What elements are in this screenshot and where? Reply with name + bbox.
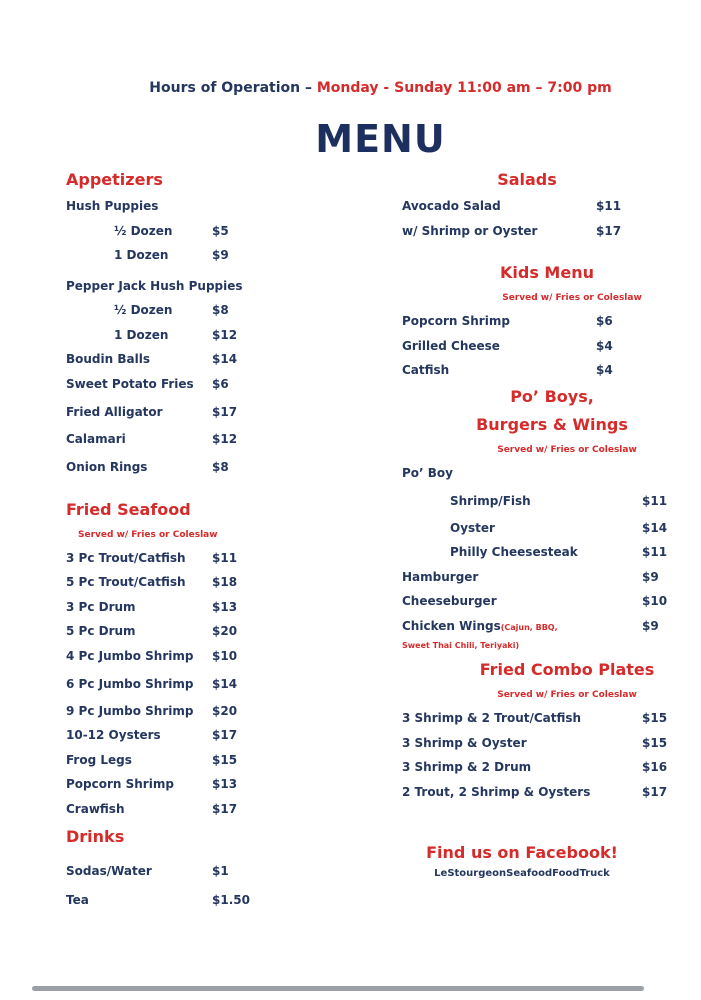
poboys-heading-line1: Po’ Boys,: [510, 386, 594, 406]
menu-item: Popcorn Shrimp $13: [66, 777, 238, 791]
kids-menu-note: Served w/ Fries or Coleslaw: [502, 293, 642, 303]
menu-item: Hamburger $9: [402, 569, 659, 584]
appetizers-heading: Appetizers: [66, 170, 163, 189]
menu-item: Tea $1.50: [66, 892, 250, 907]
poboys-note: Served w/ Fries or Coleslaw: [497, 444, 637, 455]
menu-item: ½ Dozen $8: [114, 303, 229, 317]
menu-item: Philly Cheesesteak $11: [450, 545, 668, 559]
facebook-handle: LeStourgeonSeafoodFoodTruck: [434, 868, 610, 879]
right-column: [402, 166, 682, 879]
menu-item: 3 Shrimp & 2 Trout/Catfish $15: [402, 711, 668, 725]
drinks-heading: Drinks: [66, 827, 125, 846]
poboys-heading-line2: Burgers & Wings: [476, 414, 628, 434]
fried-seafood-heading: Fried Seafood: [66, 499, 191, 519]
page-title: MENU: [315, 117, 446, 161]
menu-item: 3 Shrimp & 2 Drum $16: [402, 760, 668, 774]
menu-item: Hush Puppies: [66, 199, 159, 213]
menu-item: Sweet Potato Fries $6: [66, 376, 229, 391]
menu-item: Cheeseburger $10: [402, 594, 668, 608]
menu-item: 3 Pc Drum $13: [66, 599, 238, 614]
menu-item: Onion Rings $8: [66, 460, 229, 474]
fried-seafood-note: Served w/ Fries or Coleslaw: [78, 529, 218, 540]
menu-item: 3 Shrimp & Oyster $15: [402, 735, 668, 750]
hours-value: Monday - Sunday 11:00 am – 7:00 pm: [316, 80, 612, 96]
menu-item: Grilled Cheese $4: [402, 338, 613, 353]
left-column: [66, 166, 336, 912]
menu-item: 4 Pc Jumbo Shrimp $10: [66, 648, 238, 663]
menu-item: Boudin Balls $14: [66, 352, 238, 366]
menu-item: 5 Pc Trout/Catfish $18: [66, 575, 238, 589]
menu-item: ½ Dozen $5: [114, 223, 229, 238]
menu-item: 2 Trout, 2 Shrimp & Oysters $17: [402, 784, 668, 799]
menu-item: Fried Alligator $17: [66, 405, 238, 419]
menu-item: Shrimp/Fish $11: [450, 494, 668, 508]
menu-item: Frog Legs $15: [66, 752, 238, 767]
kids-menu-heading: Kids Menu: [500, 263, 594, 282]
combo-heading: Fried Combo Plates: [479, 660, 655, 679]
hours-label: Hours of Operation –: [149, 80, 312, 96]
menu-item: 10-12 Oysters $17: [66, 728, 238, 742]
menu-item: 1 Dozen $12: [114, 327, 238, 342]
menu-item: Sodas/Water $1: [66, 864, 229, 878]
menu-item: Popcorn Shrimp $6: [402, 314, 613, 328]
menu-item: 9 Pc Jumbo Shrimp $20: [66, 703, 238, 718]
hours-of-operation: [0, 80, 701, 96]
menu-item: 5 Pc Drum $20: [66, 624, 238, 638]
menu-item: Oyster $14: [450, 520, 668, 535]
poboy-subheading: Po’ Boy: [402, 465, 453, 480]
menu-item: Catfish $4: [402, 363, 613, 377]
salads-heading: Salads: [497, 170, 557, 189]
menu-item: Chicken Wings(Cajun, BBQ, $9: [402, 618, 659, 633]
facebook-callout: Find us on Facebook!: [426, 843, 618, 862]
wings-flavors-cont: Sweet Thai Chili, Teriyaki): [402, 641, 520, 650]
menu-item: 6 Pc Jumbo Shrimp $14: [66, 677, 238, 691]
menu-item: Pepper Jack Hush Puppies: [66, 278, 243, 293]
menu-item: Avocado Salad $11: [402, 199, 622, 213]
wings-flavors: (Cajun, BBQ,: [500, 622, 558, 632]
menu-item: 3 Pc Trout/Catfish $11: [66, 550, 238, 565]
combo-note: Served w/ Fries or Coleslaw: [497, 690, 637, 700]
menu-item: w/ Shrimp or Oyster $17: [402, 223, 622, 238]
menu-item: Crawfish $17: [66, 801, 238, 816]
menu-item: 1 Dozen $9: [114, 248, 229, 262]
horizontal-scrollbar[interactable]: [32, 986, 644, 991]
menu-item: Calamari $12: [66, 431, 238, 446]
